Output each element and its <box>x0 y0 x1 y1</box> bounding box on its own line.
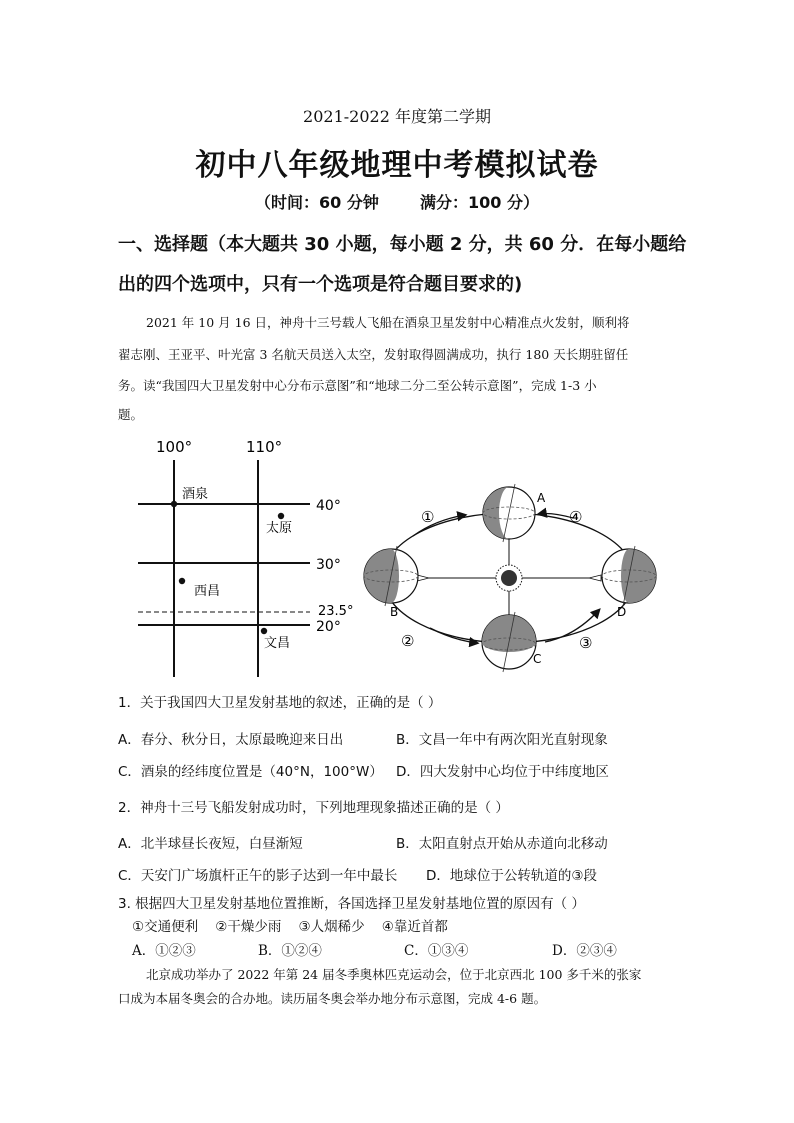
city-label-xichang: 西昌 <box>194 584 221 599</box>
city-dot-wenchang <box>261 628 267 634</box>
question-2-option-c: C．天安门广场旗杆正午的影子达到一年中最长 <box>118 868 398 884</box>
earth-globe-d <box>602 546 656 606</box>
orbit-arrow <box>430 628 477 643</box>
section-heading-line2: 出的四个选项中，只有一个选项是符合题目要求的) <box>118 274 523 295</box>
latitude-label-40: 40° <box>316 498 341 514</box>
position-label-c: C <box>533 652 542 666</box>
question-1-option-d: D．四大发射中心均位于中纬度地区 <box>396 764 609 780</box>
segment-label-4: ④ <box>569 508 583 526</box>
question-1-stem: 1．关于我国四大卫星发射基地的叙述，正确的是（ ） <box>118 695 442 711</box>
question-2-option-b: B．太阳直射点开始从赤道向北移动 <box>396 836 608 852</box>
question-2-option-d: D．地球位于公转轨道的③段 <box>426 868 597 884</box>
exam-term: 2021-2022 年度第二学期 <box>303 107 491 126</box>
exam-time: （时间：60 分钟 <box>255 193 379 212</box>
position-label-b: B <box>390 605 399 619</box>
earth-orbit-diagram <box>355 478 667 678</box>
latitude-label-30: 30° <box>316 557 341 573</box>
city-dot-xichang <box>179 578 185 584</box>
question-3-option-c: C．①③④ <box>404 943 469 959</box>
segment-label-3: ③ <box>579 634 593 652</box>
latitude-label-23-5: 23.5° <box>318 604 354 619</box>
intro-paragraph-line: 2021 年 10 月 16 日，神舟十三号载人飞船在酒泉卫星发射中心精准点火发射，顺利将 <box>146 315 630 330</box>
question-3-stem: 3. 根据四大卫星发射基地位置推断，各国选择卫星发射基地位置的原因有（ ） <box>118 896 585 912</box>
ray-arrow <box>417 575 429 581</box>
city-dot-jiuquan <box>171 501 177 507</box>
city-dot-taiyuan <box>278 513 284 519</box>
question-1-option-b: B．文昌一年中有两次阳光直射现象 <box>396 732 608 748</box>
earth-globe-b <box>364 546 418 606</box>
segment-label-1: ① <box>421 508 435 526</box>
longitude-label-100: 100° <box>156 438 193 456</box>
question-3-option-a: A．①②③ <box>132 943 196 959</box>
segment-label-2: ② <box>401 632 415 650</box>
question-3-option-d: D．②③④ <box>552 943 617 959</box>
intro-paragraph-2-line: 北京成功举办了 2022 年第 24 届冬季奥林匹克运动会，位于北京西北 100 多千米的张家 <box>146 967 642 982</box>
question-1-option-c: C．酒泉的经纬度位置是（40°N，100°W） <box>118 764 383 780</box>
intro-paragraph-line: 题。 <box>118 407 144 422</box>
earth-globe-c <box>482 612 536 672</box>
intro-paragraph-line: 翟志刚、王亚平、叶光富 3 名航天员送入太空，发射取得圆满成功，执行 180 天长期驻留任 <box>118 347 629 362</box>
question-1-option-a: A．春分、秋分日，太原最晚迎来日出 <box>118 732 344 748</box>
question-2-option-a: A．北半球昼长夜短，白昼渐短 <box>118 836 303 852</box>
exam-time-score <box>0 190 794 213</box>
exam-title: 初中八年级地理中考模拟试卷 <box>195 148 599 183</box>
ray-arrow <box>589 575 601 581</box>
position-label-d: D <box>617 605 627 619</box>
city-label-wenchang: 文昌 <box>264 636 291 651</box>
launch-center-map <box>130 432 370 682</box>
question-3-factors: ①交通便利 ②干燥少雨 ③人烟稀少 ④靠近首都 <box>132 919 448 935</box>
position-label-a: A <box>537 491 546 505</box>
intro-paragraph-2-line: 口成为本届冬奥会的合办地。读历届冬奥会举办地分布示意图，完成 4-6 题。 <box>118 991 547 1006</box>
city-label-jiuquan: 酒泉 <box>182 487 209 502</box>
earth-globe-a <box>483 484 535 542</box>
question-3-option-b: B．①②④ <box>258 943 322 959</box>
exam-score: 满分：100 分） <box>420 193 539 212</box>
city-label-taiyuan: 太原 <box>266 521 293 536</box>
intro-paragraph-line: 务。读“我国四大卫星发射中心分布示意图”和“地球二分二至公转示意图”，完成 1-3 小 <box>118 378 597 393</box>
sun-icon <box>501 570 517 586</box>
question-2-stem: 2．神舟十三号飞船发射成功时，下列地理现象描述正确的是（ ） <box>118 800 509 816</box>
section-heading-line1: 一、选择题（本大题共 30 小题，每小题 2 分，共 60 分．在每小题给 <box>118 234 687 255</box>
longitude-label-110: 110° <box>246 438 283 456</box>
latitude-label-20: 20° <box>316 619 341 635</box>
